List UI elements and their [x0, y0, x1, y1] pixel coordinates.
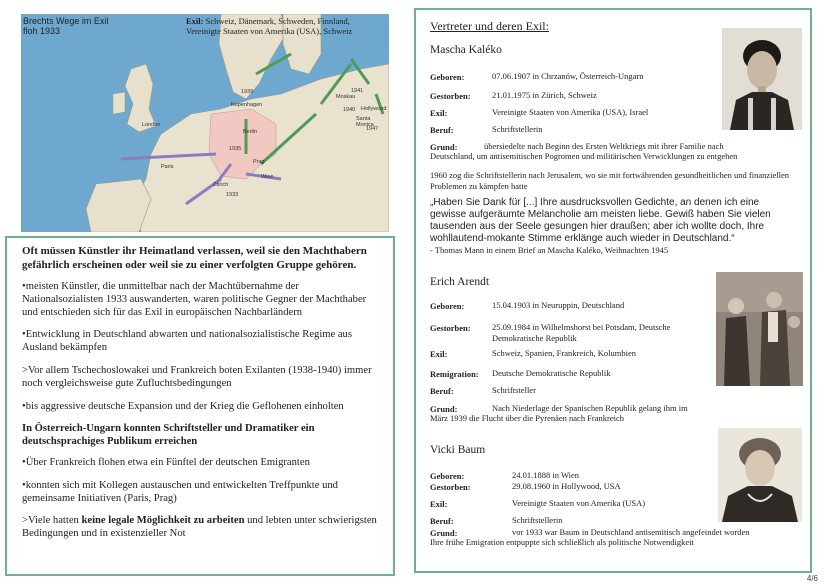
label-died: Gestorben:: [430, 91, 471, 101]
value-job: Schriftstellerin: [512, 515, 563, 525]
city-label: Wien: [261, 174, 274, 180]
label-exil: Exil:: [430, 499, 448, 509]
value-reason-cont: Ihre frühe Emigration entpuppte sich schließlich als politische Notwendigkeit: [430, 537, 694, 547]
last-bold: keine legale Möglichkeit zu arbeiten: [81, 515, 245, 527]
value-exil: Vereinigte Staaten von Amerika (USA), Israel: [492, 107, 649, 117]
value-reason: vor 1933 war Baum in Deutschland antisemitisch angefeindet worden: [512, 527, 750, 537]
city-label: Paris: [161, 164, 174, 170]
label-reason: Grund:: [430, 404, 458, 414]
list-item: •bis aggressive deutsche Expansion und der Krieg die Geflohenen einholten: [22, 400, 344, 412]
value-died: 21.01.1975 in Zürich, Schweiz: [492, 90, 597, 100]
label-exil: Exil:: [430, 349, 448, 359]
exil-caption-label: Exil:: [186, 16, 204, 26]
map-title-2: floh 1933: [23, 26, 61, 36]
section-heading: In Österreich-Ungarn konnten Schriftsteller und Dramatiker ein deutschsprachiges Publikum erreichen: [22, 423, 315, 448]
value-exil: Vereinigte Staaten von Amerika (USA): [512, 498, 646, 508]
value-job: Schriftstellerin: [492, 124, 543, 134]
city-label: Zürich: [213, 182, 229, 188]
list-item: >Vor allem Tschechoslowakei und Frankreich boten Exilanten (1938-1940) immer noch vergleichsweise gute Zufluchtsbedingungen: [22, 364, 372, 389]
representatives-title: Vertreter und deren Exil:: [430, 19, 549, 33]
extra-info: 1960 zog die Schriftstellerin nach Jerusalem, wo sie mit fortwährenden gesundheitlichen und finanziellen Problemen zu kämpfen hatte: [430, 170, 790, 191]
city-label: Prag: [253, 159, 265, 165]
label-remigration: Remigration:: [430, 369, 479, 379]
person-name-arendt: Erich Arendt: [430, 276, 490, 288]
value-job: Schriftsteller: [492, 385, 536, 395]
person-name-baum: Vicki Baum: [430, 444, 486, 456]
label-reason: Grund:: [430, 142, 458, 152]
list-item: •konnten sich mit Kollegen austauschen und entwickelten Treffpunkte und gemeinsame Initiativen (Paris, Prag): [22, 479, 338, 504]
value-exil: Schweiz, Spanien, Frankreich, Kolumbien: [492, 348, 636, 358]
list-item: •meisten Künstler, die unmittelbar nach der Machtübernahme der Nationalsozialisten 1933 auswanderten, waren politische Gegner der Machthaber und entschieden sich für das Exil in europäischen Nachbarländern: [22, 281, 367, 318]
city-label: London: [142, 122, 161, 128]
list-item-last: [22, 515, 381, 541]
arendt-photo: [716, 272, 803, 386]
page-number: 4/6: [806, 574, 818, 583]
city-label: Kopenhagen: [231, 102, 263, 108]
value-reason: übersiedelte nach Beginn des Ersten Weltkriegs mit ihrer Familie nach: [484, 141, 724, 151]
label-job: Beruf:: [430, 386, 454, 396]
label-born: Geboren:: [430, 72, 465, 82]
city-label: 1935: [229, 146, 242, 152]
city-label: Moskau: [336, 94, 356, 100]
list-item: •Entwicklung in Deutschland abwarten und nationalsozialistische Regime aus Ausland bekämpfen: [22, 329, 352, 354]
europe-map-graphic: [21, 14, 389, 232]
city-label: 1939: [241, 89, 254, 95]
label-exil: Exil:: [430, 108, 448, 118]
value-died: 29.08.1960 in Hollywood, USA: [512, 481, 621, 491]
label-reason: Grund:: [430, 528, 458, 538]
value-reason: Nach Niederlage der Spanischen Republik gelang ihm im: [492, 403, 688, 413]
city-label: Hollywood: [361, 106, 387, 112]
person-name-kaleko: Mascha Kaléko: [430, 44, 502, 56]
label-died: Gestorben:: [430, 323, 471, 333]
last-prefix: >Viele hatten: [22, 515, 82, 527]
label-born: Geboren:: [430, 301, 465, 311]
city-label: 1947: [366, 126, 379, 132]
label-job: Beruf:: [430, 516, 454, 526]
value-died: 25.09.1984 in Wilhelmshorst bei Potsdam, Deutsche Demokratische Republik: [492, 322, 671, 343]
emigration-info-box: [5, 236, 395, 576]
value-born: 24.01.1888 in Wien: [512, 470, 580, 480]
kaleko-photo: [722, 28, 802, 130]
representatives-box: [414, 8, 812, 573]
value-remigration: Deutsche Demokratische Republik: [492, 368, 611, 378]
quote-text: „Haben Sie Dank für [...] Ihre ausdrucksvollen Gedichte, an denen ich eine gewisse aufgeräumte Melancholie am meisten liebe. Gewiß haben Sie vielen tausenden aus der Seele gesungen hier draußen; aber ich wollte doch, Ihre wohllautend-mokante Stimme erklänge auch wieder in Deutschland.“: [430, 197, 771, 244]
map-title-1: Brechts Wege im Exil: [23, 16, 109, 26]
quote-source: - Thomas Mann in einem Brief an Mascha Kaléko, Weihnachten 1945: [430, 245, 669, 255]
value-born: 07.06.1907 in Chrzanów, Österreich-Ungarn: [492, 71, 644, 81]
exile-map: [21, 14, 389, 232]
city-label: 1933: [226, 192, 239, 198]
baum-photo: [718, 428, 802, 522]
label-born: Geboren:: [430, 471, 465, 481]
city-label: Berlin: [243, 129, 258, 135]
list-item: •Über Frankreich flohen etwa ein Fünftel der deutschen Emigranten: [22, 456, 310, 468]
exil-caption: [186, 16, 386, 36]
value-reason-cont: Deutschland, um antisemitischen Pogromen und militärischen Verwicklungen zu entgehen: [430, 151, 738, 161]
intro-text: Oft müssen Künstler ihr Heimatland verlassen, weil sie den Machthabern gefährlich erscheinen oder weil sie zu einer verfolgten Gruppe gehören.: [22, 245, 367, 271]
exil-caption-text: Schweiz, Dänemark, Schweden, Finnland, Vereinigte Staaten von Amerika (USA), Schweiz: [186, 16, 353, 36]
label-died: Gestorben:: [430, 482, 471, 492]
city-label: 1941: [351, 88, 364, 94]
city-label: 1940: [343, 107, 356, 113]
last-suffix: und lebten unter schwierigsten Bedingungen und in existenzieller Not: [22, 515, 377, 540]
value-born: 15.04.1903 in Neuruppin, Deutschland: [492, 300, 625, 310]
label-job: Beruf:: [430, 125, 454, 135]
value-reason-cont: März 1939 die Flucht über die Pyrenäen nach Frankreich: [430, 413, 625, 423]
city-label: Santa Monica: [356, 116, 374, 128]
